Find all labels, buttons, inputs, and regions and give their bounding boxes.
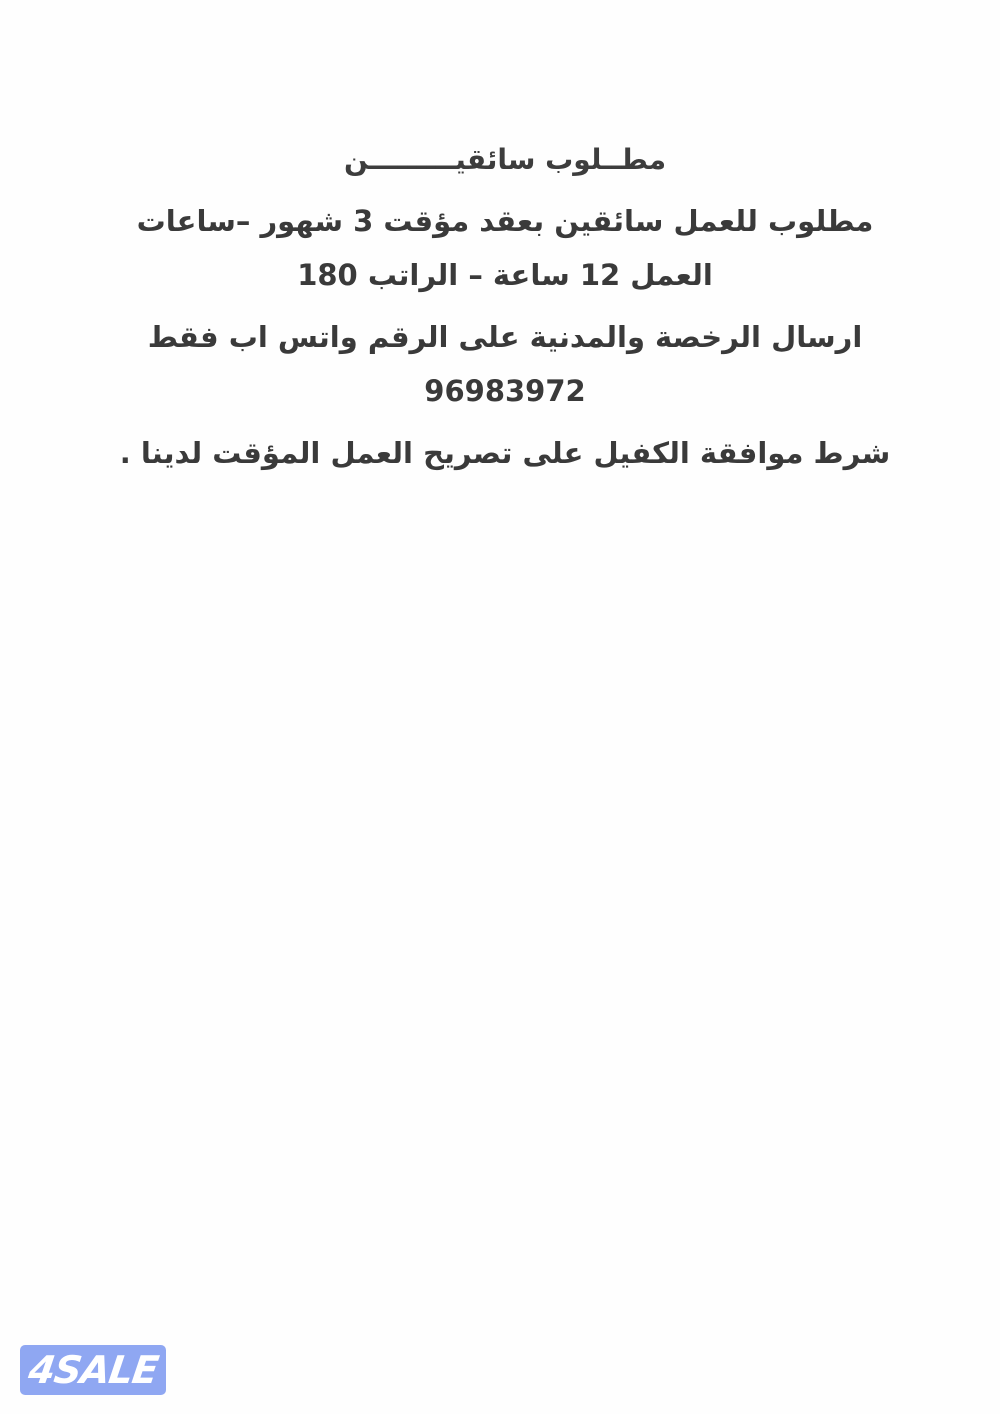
watermark-label: 4SALE <box>25 1348 161 1392</box>
document-body <box>100 138 910 480</box>
4sale-watermark-logo <box>20 1345 166 1395</box>
job-details-paragraph: مطلوب للعمل سائقين بعقد مؤقت 3 شهور –ساعات العمل 12 ساعة – الراتب 180 <box>136 204 874 292</box>
document-title: مطــلوب سائقيـــــــــن <box>343 143 667 176</box>
sponsor-condition-paragraph: شرط موافقة الكفيل على تصريح العمل المؤقت لدينا . <box>119 436 891 470</box>
contact-instructions-paragraph: ارسال الرخصة والمدنية على الرقم واتس اب فقط 96983972 <box>147 320 863 408</box>
